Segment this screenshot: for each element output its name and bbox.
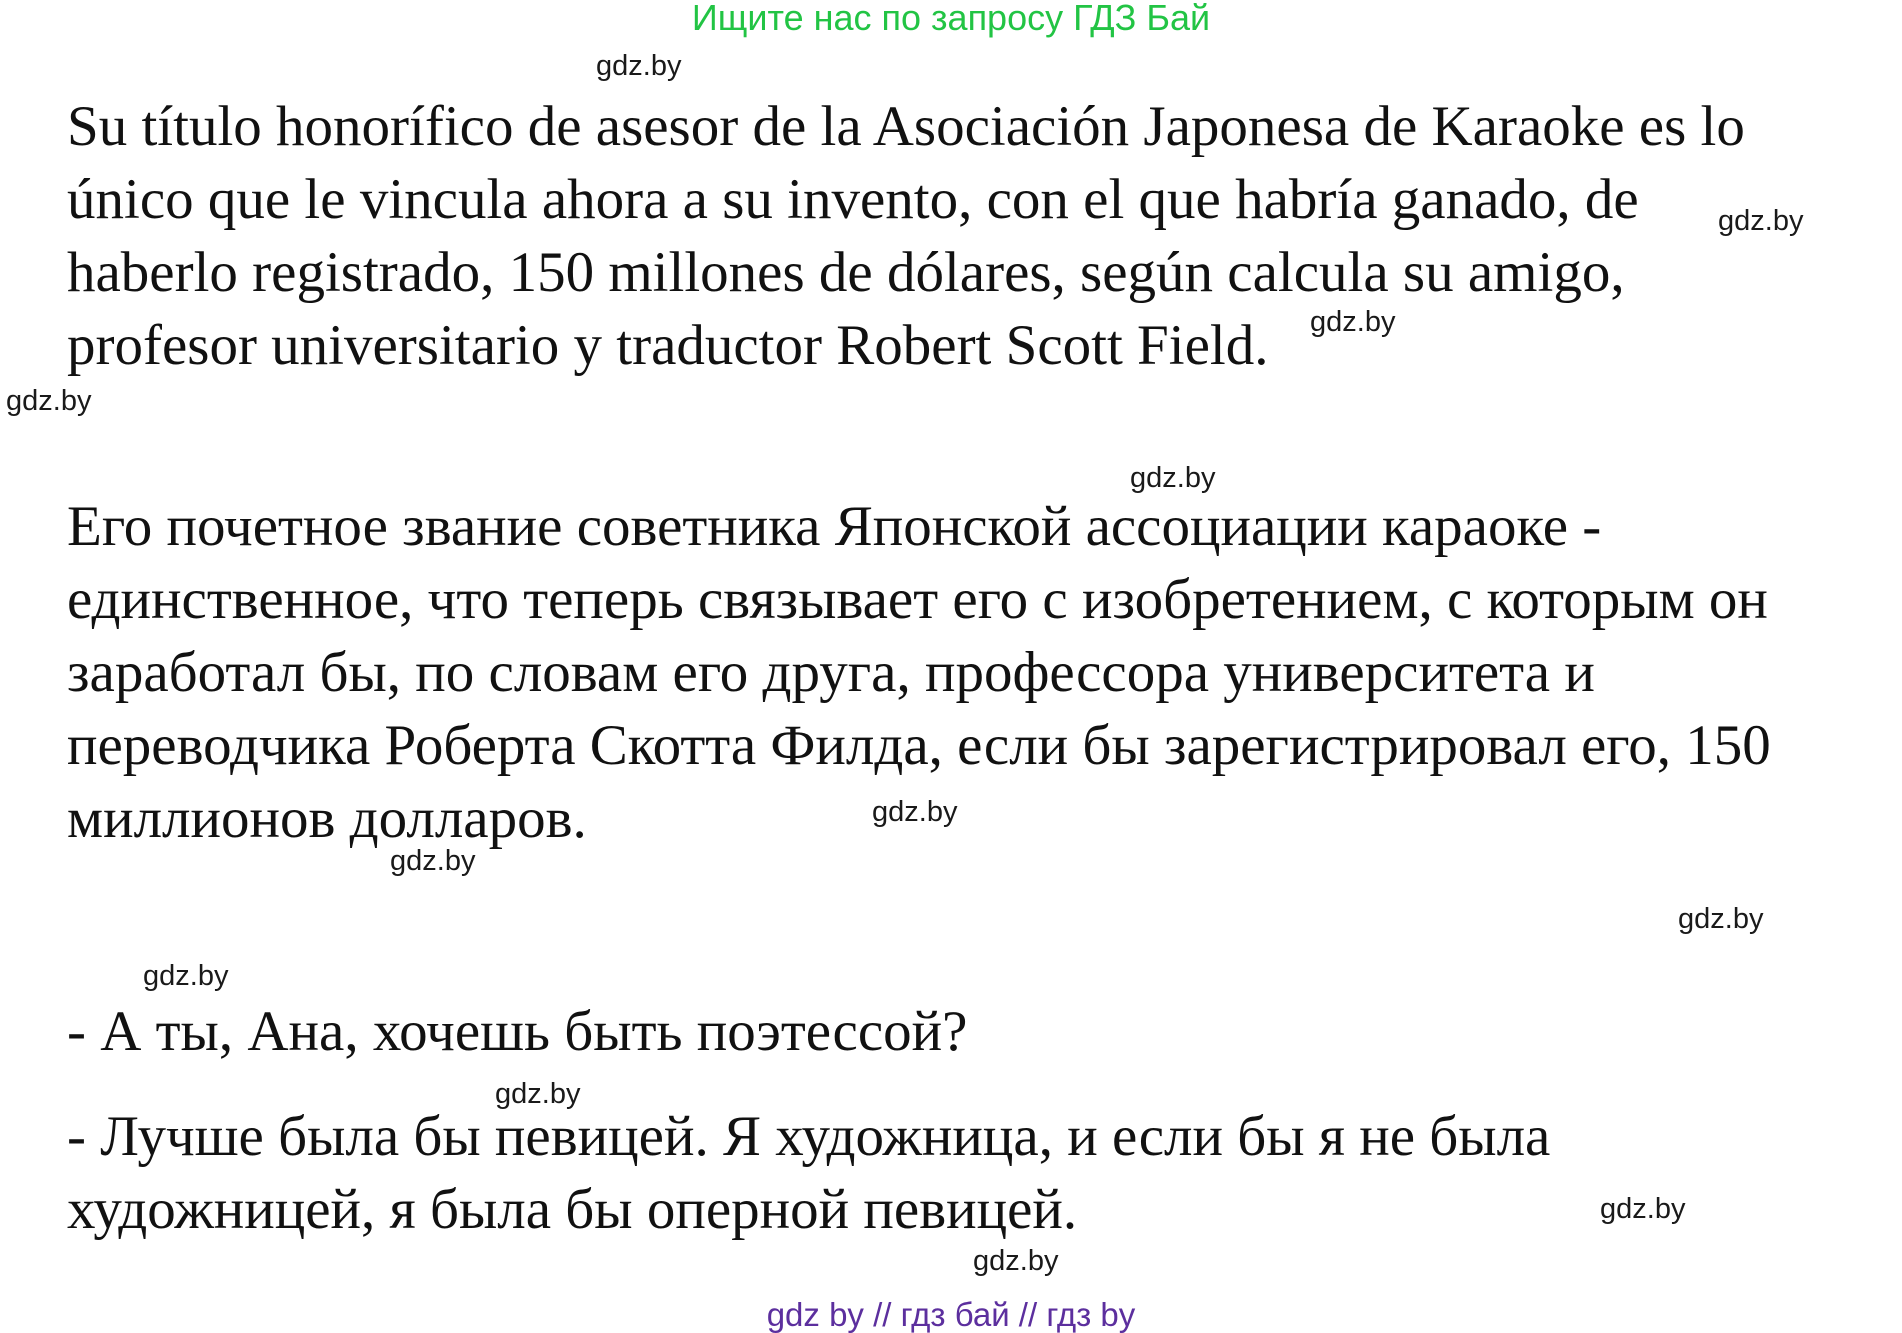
watermark: gdz.by	[1310, 306, 1396, 338]
watermark: gdz.by	[1678, 903, 1764, 935]
spanish-line: haberlo registrado, 150 millones de dólares, según calcula su amigo,	[67, 241, 1625, 304]
dialogue-answer-line: - Лучше была бы певицей. Я художница, и если бы я не была	[67, 1105, 1551, 1168]
watermark: gdz.by	[1130, 462, 1216, 494]
russian-line: переводчика Роберта Скотта Филда, если бы зарегистрировал его, 150	[67, 714, 1771, 777]
dialogue-question-text: - А ты, Ана, хочешь быть поэтессой?	[67, 1000, 968, 1063]
dialogue-question	[67, 995, 967, 1068]
russian-line: заработал бы, по словам его друга, профессора университета и	[67, 641, 1595, 704]
dialogue-answer-line: художницей, я была бы оперной певицей.	[67, 1178, 1078, 1241]
watermark: gdz.by	[1718, 205, 1804, 237]
watermark: gdz.by	[143, 960, 229, 992]
watermark: gdz.by	[973, 1245, 1059, 1277]
dialogue-answer	[67, 1100, 1550, 1246]
russian-line: Его почетное звание советника Японской ассоциации караоке -	[67, 495, 1602, 558]
spanish-line: Su título honorífico de asesor de la Asociación Japonesa de Karaoke es lo	[67, 95, 1745, 158]
watermark: gdz.by	[390, 845, 476, 877]
watermark: gdz.by	[495, 1078, 581, 1110]
search-hint-banner: Ищите нас по запросу ГДЗ Бай	[691, 0, 1211, 38]
watermark: gdz.by	[872, 796, 958, 828]
spanish-paragraph	[67, 90, 1745, 382]
russian-line: единственное, что теперь связывает его с изобретением, с которым он	[67, 568, 1768, 631]
watermark: gdz.by	[6, 385, 92, 417]
footer-links: gdz by // гдз бай // гдз by	[766, 1296, 1136, 1333]
watermark: gdz.by	[1600, 1193, 1686, 1225]
spanish-line: profesor universitario y traductor Robert Scott Field.	[67, 314, 1269, 377]
spanish-line: único que le vincula ahora a su invento, con el que habría ganado, de	[67, 168, 1639, 231]
russian-line: миллионов долларов.	[67, 787, 587, 850]
watermark: gdz.by	[596, 50, 682, 82]
